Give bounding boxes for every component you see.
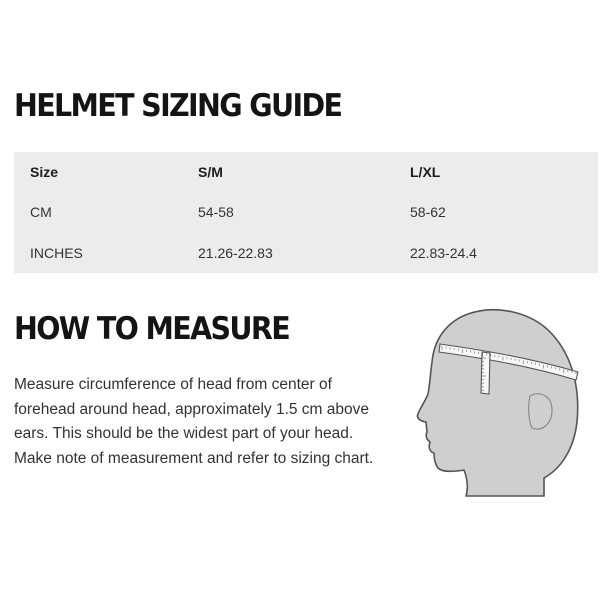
row-label-inches: INCHES bbox=[30, 244, 83, 261]
header-cell-sm: S/M bbox=[198, 164, 223, 181]
measure-instructions: Measure circumference of head from center of forehead around head, approximately 1.5 cm above ears. This should be the widest part of your head. Make note of measurement and refer to sizing chart. bbox=[14, 376, 374, 467]
head-silhouette bbox=[417, 310, 577, 496]
row-label-cm: CM bbox=[30, 204, 52, 221]
header-cell-size: Size bbox=[30, 164, 59, 181]
table-row bbox=[14, 192, 598, 232]
head-measuring-tape-icon bbox=[412, 300, 600, 500]
cell-cm-sm: 54-58 bbox=[198, 204, 234, 221]
header-cell-lxl: L/XL bbox=[410, 164, 441, 181]
cell-inches-sm: 21.26-22.83 bbox=[198, 244, 273, 261]
sizing-guide-title: HELMET SIZING GUIDE bbox=[14, 88, 342, 124]
cell-cm-lxl: 58-62 bbox=[410, 204, 446, 221]
sizing-table bbox=[14, 152, 598, 273]
table-row bbox=[14, 233, 598, 273]
cell-inches-lxl: 22.83-24.4 bbox=[410, 244, 477, 261]
how-to-measure-title: HOW TO MEASURE bbox=[14, 311, 290, 347]
table-header-row bbox=[14, 152, 598, 192]
